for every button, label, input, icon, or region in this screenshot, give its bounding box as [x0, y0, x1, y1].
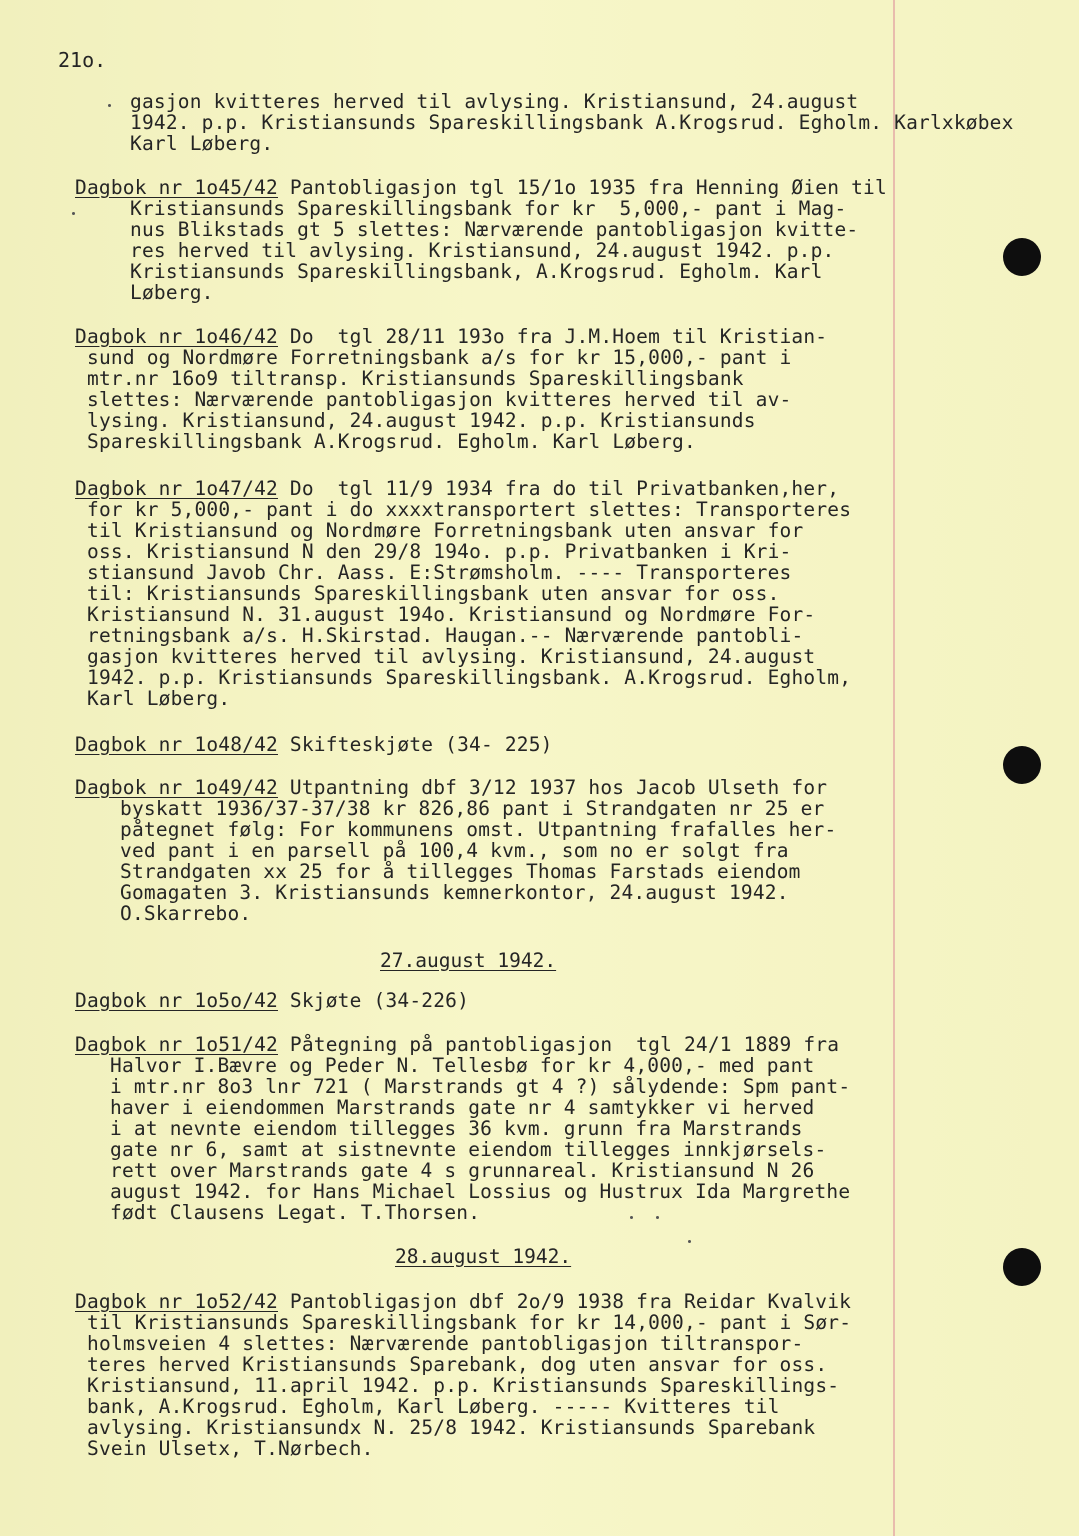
entry-text: O.Skarrebo. [120, 902, 252, 925]
punch-hole [1003, 238, 1041, 276]
entry-text: Kristiansund, 11.april 1942. p.p. Kristiansunds Spareskillings- [87, 1374, 840, 1397]
entry-text: 1942. p.p. Kristiansunds Spareskillingsbank. A.Krogsrud. Egholm, [87, 666, 852, 689]
entry-reference: Dagbok nr 1o48/42 [75, 733, 278, 756]
journal-entry [75, 478, 945, 709]
entry-text: i at nevnte eiendom tillegges 36 kvm. grunn fra Marstrands [110, 1117, 803, 1140]
entry-text: haver i eiendommen Marstrands gate nr 4 samtykker vi herved [110, 1096, 815, 1119]
text-line: gasjon kvitteres herved til avlysing. Kristiansund, 24.august [130, 90, 859, 113]
entry-text: Gomagaten 3. Kristiansunds kemnerkontor, 24.august 1942. [120, 881, 789, 904]
entry-text: for kr 5,000,- pant i do xxxxtransportert slettes: Transporteres [87, 498, 852, 521]
journal-entry [75, 1291, 945, 1459]
entry-text: Pantobligasjon dbf 2o/9 1938 fra Reidar Kvalvik [277, 1290, 852, 1313]
text-line: 1942. p.p. Kristiansunds Spareskillingsbank A.Krogsrud. Egholm. Karlxkøbex [130, 111, 1014, 134]
entry-text: lysing. Kristiansund, 24.august 1942. p.p. Kristiansunds [87, 409, 756, 432]
entry-text: Pantobligasjon tgl 15/1o 1935 fra Henning Øien til [277, 176, 887, 199]
entry-text: til Kristiansund og Nordmøre Forretningsbank uten ansvar for [87, 519, 804, 542]
entry-text: til Kristiansunds Spareskillingsbank for kr 14,000,- pant i Sør- [87, 1311, 852, 1334]
entry-text: oss. Kristiansund N den 29/8 194o. p.p. Privatbanken i Kri- [87, 540, 792, 563]
entry-text: Løberg. [130, 281, 214, 304]
journal-entry [75, 734, 945, 755]
entry-text: født Clausens Legat. T.Thorsen. [110, 1201, 481, 1224]
entry-text: mtr.nr 16o9 tiltransp. Kristiansunds Spareskillingsbank [87, 367, 744, 390]
entry-text: Skifteskjøte (34- 225) [277, 733, 553, 756]
page-number: 21o. [58, 48, 107, 72]
entry-text: stiansund Javob Chr. Aass. E:Strømsholm. ---- Transporteres [87, 561, 792, 584]
entry-text: Påtegning på pantobligasjon tgl 24/1 1889 fra [277, 1033, 840, 1056]
entry-text: gate nr 6, samt at sistnevnte eiendom tillegges innkjørsels- [110, 1138, 827, 1161]
entry-text: august 1942. for Hans Michael Lossius og Hustrux Ida Margrethe [110, 1180, 851, 1203]
ink-speck [688, 1240, 691, 1243]
entry-text: Halvor I.Bævre og Peder N. Tellesbø for kr 4,000,- med pant [110, 1054, 815, 1077]
entry-text: Kristiansunds Spareskillingsbank, A.Krogsrud. Egholm. Karl [130, 260, 823, 283]
entry-text: påtegnet følg: For kommunens omst. Utpantning frafalles her- [120, 818, 837, 841]
entry-text: Skjøte (34-226) [277, 989, 470, 1012]
entry-reference: Dagbok nr 1o5o/42 [75, 989, 278, 1012]
journal-entry [75, 990, 945, 1011]
entry-text: res herved til avlysing. Kristiansund, 24.august 1942. p.p. [130, 239, 835, 262]
entry-reference: Dagbok nr 1o49/42 [75, 776, 278, 799]
entry-text: bank, A.Krogsrud. Egholm, Karl Løberg. ----- Kvitteres til [87, 1395, 780, 1418]
entry-text: Svein Ulsetx, T.Nørbech. [87, 1437, 374, 1460]
entry-reference: Dagbok nr 1o51/42 [75, 1033, 278, 1056]
entry-text: retningsbank a/s. H.Skirstad. Haugan.-- Nærværende pantobli- [87, 624, 804, 647]
entry-text: i mtr.nr 8o3 lnr 721 ( Marstrands gt 4 ?) sålydende: Spm pant- [110, 1075, 851, 1098]
entry-text: Utpantning dbf 3/12 1937 hos Jacob Ulseth for [277, 776, 828, 799]
entry-text: Do tgl 11/9 1934 fra do til Privatbanken,her, [277, 477, 840, 500]
entry-text: Spareskillingsbank A.Krogsrud. Egholm. Karl Løberg. [87, 430, 696, 453]
punch-hole [1003, 746, 1041, 784]
entry-text: sund og Nordmøre Forretningsbank a/s for kr 15,000,- pant i [87, 346, 792, 369]
journal-entry [75, 777, 945, 924]
entry-text: gasjon kvitteres herved til avlysing. Kristiansund, 24.august [87, 645, 816, 668]
entry-text: Do tgl 28/11 193o fra J.M.Hoem til Kristian- [277, 325, 828, 348]
entry-reference: Dagbok nr 1o46/42 [75, 325, 278, 348]
ink-speck [108, 104, 111, 107]
entry-text: teres herved Kristiansunds Sparebank, dog uten ansvar for oss. [87, 1353, 828, 1376]
entry-reference: Dagbok nr 1o45/42 [75, 176, 278, 199]
entry-text: Karl Løberg. [87, 687, 231, 710]
date-heading: 28.august 1942. [395, 1245, 572, 1268]
entry-text: nus Blikstads gt 5 slettes: Nærværende pantobligasjon kvitte- [130, 218, 859, 241]
entry-text: Kristiansunds Spareskillingsbank for kr 5,000,- pant i Mag- [130, 197, 847, 220]
punch-hole [1003, 1248, 1041, 1286]
entry-text: holmsveien 4 slettes: Nærværende pantobligasjon tiltranspor- [87, 1332, 804, 1355]
entry-text: avlysing. Kristiansundx N. 25/8 1942. Kristiansunds Sparebank [87, 1416, 816, 1439]
entry-reference: Dagbok nr 1o47/42 [75, 477, 278, 500]
entry-text: Strandgaten xx 25 for å tillegges Thomas Farstads eiendom [120, 860, 801, 883]
journal-entry [75, 1034, 945, 1223]
entry-text: Kristiansund N. 31.august 194o. Kristiansund og Nordmøre For- [87, 603, 816, 626]
entry-reference: Dagbok nr 1o52/42 [75, 1290, 278, 1313]
entry-text: slettes: Nærværende pantobligasjon kvitteres herved til av- [87, 388, 792, 411]
entry-text: til: Kristiansunds Spareskillingsbank uten ansvar for oss. [87, 582, 780, 605]
continuation-text [130, 90, 1014, 155]
entry-text: byskatt 1936/37-37/38 kr 826,86 pant i Strandgaten nr 25 er [120, 797, 825, 820]
date-heading: 27.august 1942. [380, 949, 557, 972]
journal-entry [75, 326, 945, 452]
entry-text: ved pant i en parsell på 100,4 kvm., som no er solgt fra [120, 839, 789, 862]
text-line: Karl Løberg. [130, 132, 274, 155]
journal-entry [75, 177, 945, 303]
entry-text: rett over Marstrands gate 4 s grunnareal. Kristiansund N 26 [110, 1159, 815, 1182]
